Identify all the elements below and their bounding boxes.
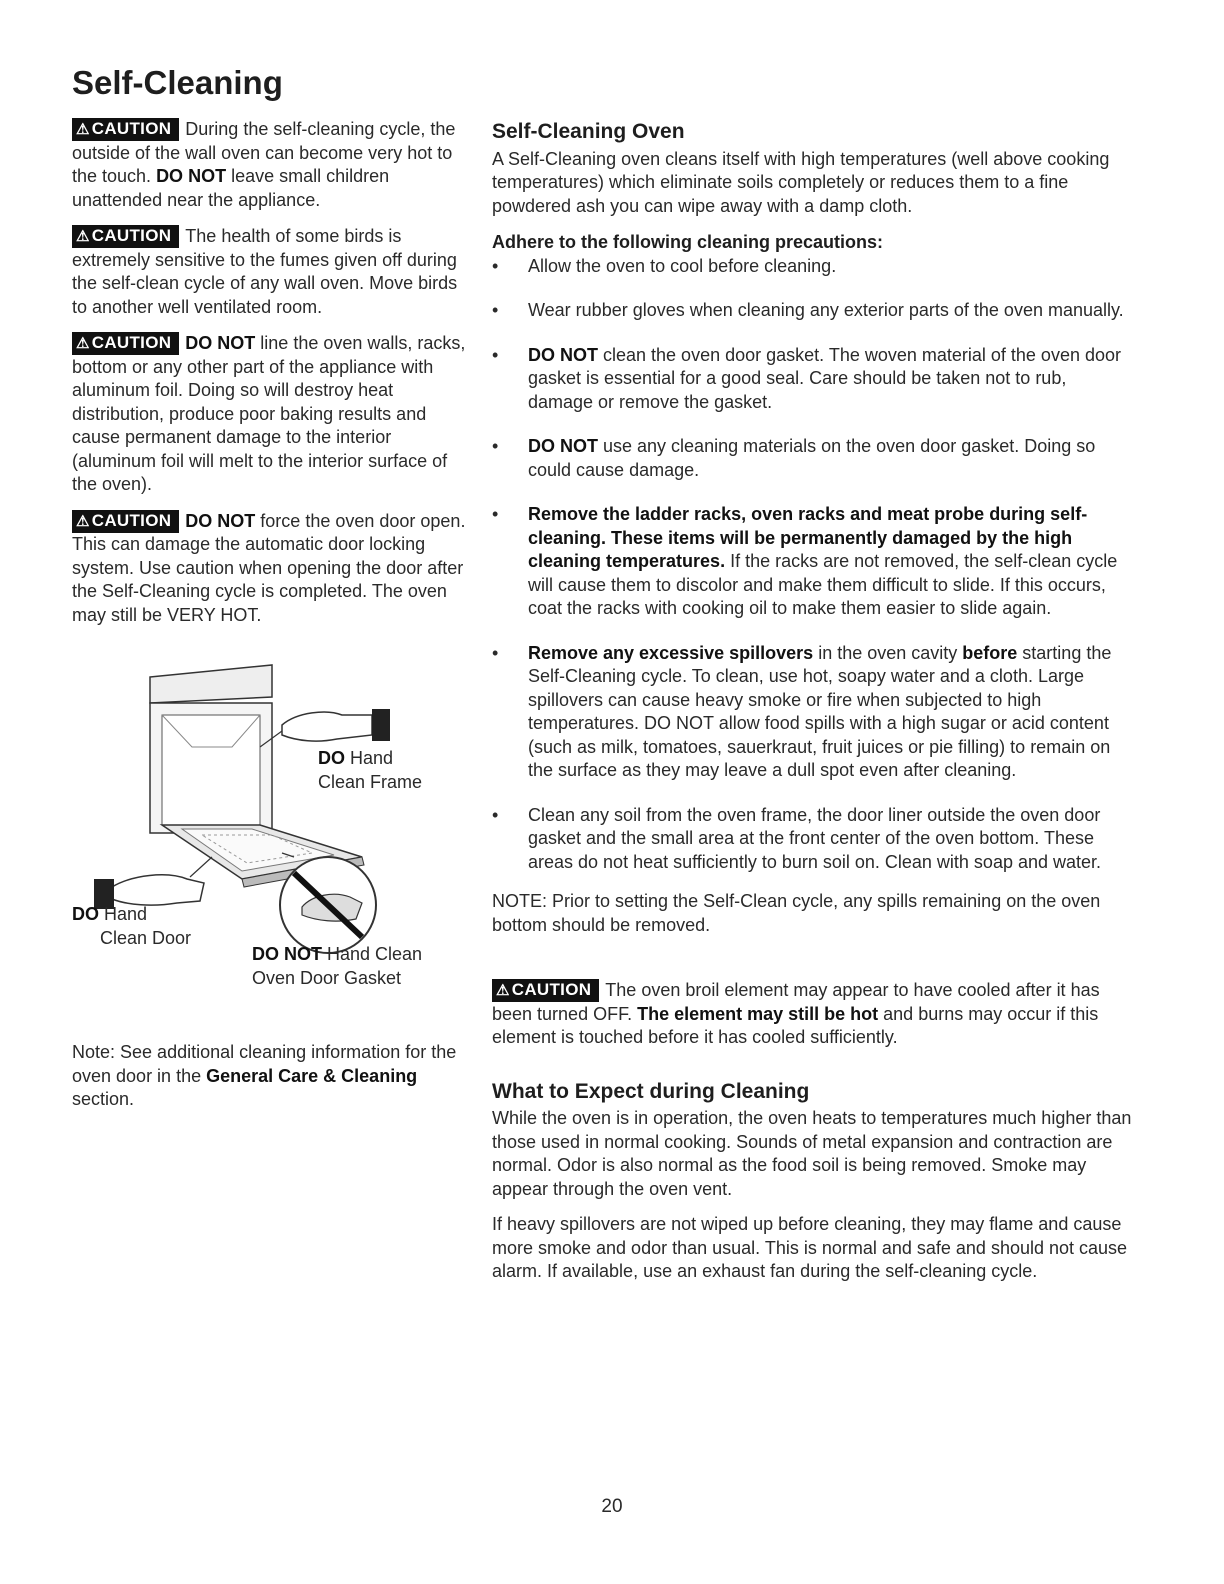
pointer-door [190, 857, 212, 877]
self-clean-note: NOTE: Prior to setting the Self-Clean cycle, any spills remaining on the oven bottom should be removed. [492, 891, 1101, 935]
bullet-icon: • [492, 804, 499, 825]
oven-top-panel [150, 665, 272, 703]
precautions-list [492, 255, 1132, 875]
warning-triangle-icon: ⚠ [76, 121, 90, 138]
bullet-icon: • [492, 436, 499, 456]
caution-badge: ⚠ CAUTION [72, 118, 179, 141]
what-to-expect-heading: What to Expect during Cleaning [492, 1079, 810, 1103]
list-item: • Remove any excessive spillovers in the oven cavity before starting the Self-Cleaning cycle. To clean, use hot, soapy water and a cloth. Large spillovers can cause heavy smoke or fire when subjected to high temperatures. DO NOT allow food spills with a high sugar or acid content (such as milk, tomatoes, sauerkraut, fruit juices or pie filling) to remain on the surface as they may leave a dull spot even after cleaning. [492, 642, 1112, 780]
bullet-icon: • [492, 300, 499, 320]
sleeve-frame [372, 709, 390, 741]
caution-badge: ⚠ CAUTION [492, 979, 599, 1002]
list-item: • Remove the ladder racks, oven racks and meat probe during self-cleaning. These items will be permanently damaged by the high cleaning temperatures. If the racks are not removed, the self-clean cycle will cause them to discolor and make them difficult to slide. If this occurs, coat the racks with cooking oil to make them easier to slide again. [492, 504, 1118, 618]
warning-triangle-icon: ⚠ [496, 982, 510, 999]
page-number: 20 [601, 1496, 623, 1517]
caution-notice: ⚠ CAUTION During the self-cleaning cycle, the outside of the wall oven can become very hot to the touch. DO NOT leave small children unattended near the appliance. [72, 119, 456, 210]
hand-frame [282, 712, 372, 741]
self-cleaning-oven-heading: Self-Cleaning Oven [492, 120, 685, 143]
list-item: • Wear rubber gloves when cleaning any exterior parts of the oven manually. [492, 299, 1132, 323]
caution-notice: ⚠ CAUTION DO NOT line the oven walls, racks, bottom or any other part of the appliance with aluminum foil. Doing so will destroy heat distribution, produce poor baking results and cause permanent damage to the interior (aluminum foil will melt to the interior surface of the oven). [72, 333, 466, 494]
bullet-icon: • [492, 255, 499, 276]
expect-paragraph-2: If heavy spillovers are not wiped up before cleaning, they may flame and cause more smoke and odor than usual. This is normal and safe and should not cause alarm. If available, use an exhaust fan during the self-cleaning cycle. [492, 1214, 1128, 1281]
warning-triangle-icon: ⚠ [76, 335, 90, 352]
self-cleaning-intro: A Self-Cleaning oven cleans itself with high temperatures (well above cooking temperatures) which eliminate soils completely or reduces them to a fine powdered ash you can wipe away with a damp cloth. [492, 148, 1110, 216]
hand-door [112, 875, 204, 905]
caution-badge: ⚠ CAUTION [72, 510, 179, 533]
list-item: • Allow the oven to cool before cleaning. [492, 255, 1132, 279]
list-item: • Clean any soil from the oven frame, the door liner outside the oven door gasket and the small area at the front center of the oven bottom. These areas do not heat sufficiently to burn soil on. Clean with soap and water. [492, 804, 1102, 872]
general-care-note: Note: See additional cleaning information for the oven door in the General Care & Cleaning section. [72, 1042, 457, 1109]
bullet-icon: • [492, 504, 499, 524]
list-item: • DO NOT clean the oven door gasket. The woven material of the oven door gasket is essential for a good seal. Care should be taken not to rub, damage or remove the gasket. [492, 344, 1121, 412]
warning-triangle-icon: ⚠ [76, 228, 90, 245]
oven-cleaning-illustration [72, 657, 472, 1037]
frame-label: DO Hand Clean Frame [318, 748, 423, 792]
page-title: Self-Cleaning [72, 64, 283, 101]
door-label: DO Hand Clean Door [72, 904, 192, 948]
list-item: • DO NOT use any cleaning materials on the oven door gasket. Doing so could cause damage. [492, 436, 1096, 480]
bullet-icon: • [492, 344, 499, 365]
warning-triangle-icon: ⚠ [76, 512, 90, 530]
caution-badge: ⚠ CAUTION [72, 332, 179, 355]
caution-notice: ⚠ CAUTION DO NOT force the oven door open. This can damage the automatic door locking system. Use caution when opening the door after the Self-Cleaning cycle is completed. The oven may still be VERY HOT. [72, 510, 466, 625]
gasket-label: DO NOT Hand Clean Oven Door Gasket [252, 944, 423, 988]
caution-badge: ⚠ CAUTION [72, 225, 179, 248]
precautions-heading: Adhere to the following cleaning precautions: [492, 232, 884, 252]
caution-notice: ⚠ CAUTION The health of some birds is extremely sensitive to the fumes given off during the self-clean cycle of any wall oven. Move birds to another well ventilated room. [72, 226, 458, 317]
broil-caution-notice: ⚠ CAUTION The oven broil element may appear to have cooled after it has been turned OFF. The element may still be hot and burns may occur if this element is touched before it has cooled sufficiently. [492, 980, 1100, 1047]
left-column [72, 118, 470, 1112]
bullet-icon: • [492, 642, 499, 663]
right-column [492, 118, 1132, 1284]
expect-paragraph-1: While the oven is in operation, the oven heats to temperatures much higher than those used in normal cooking. Sounds of metal expansion and contraction are normal. Odor is also normal as the food soil is being removed. Smoke may appear through the oven vent. [492, 1108, 1132, 1199]
